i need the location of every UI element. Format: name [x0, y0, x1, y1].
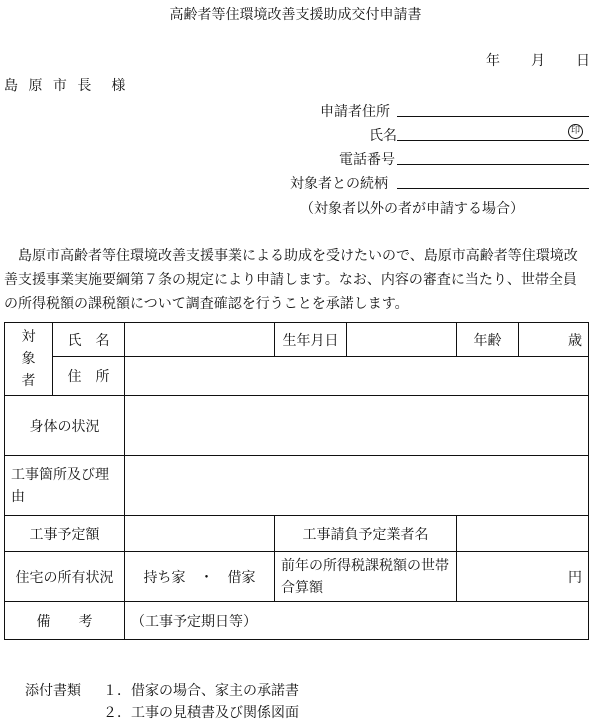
name-label: 氏 名 — [53, 323, 125, 357]
birthdate-field[interactable] — [347, 323, 457, 357]
relation-note: （対象者以外の者が申請する場合） — [300, 201, 524, 217]
tax-label: 前年の所得税課税額の世帯合算額 — [275, 552, 457, 602]
day-label: 日 — [576, 53, 590, 69]
addressee: 島 原 市 長 様 — [4, 78, 129, 94]
month-label: 月 — [531, 53, 545, 69]
year-label: 年 — [486, 53, 500, 69]
applicant-phone-line[interactable] — [397, 164, 589, 165]
ownership-label: 住宅の所有状況 — [5, 552, 125, 602]
contractor-field[interactable] — [457, 516, 589, 552]
relation-line[interactable] — [397, 188, 589, 189]
yen-unit: 円 — [568, 569, 582, 586]
work-place-field[interactable] — [125, 456, 589, 516]
age-unit: 歳 — [568, 332, 582, 349]
tax-field[interactable] — [457, 552, 589, 602]
planned-amount-field[interactable] — [125, 516, 275, 552]
attachments-label: 添付書類 — [25, 683, 81, 699]
planned-amount-label: 工事予定額 — [5, 516, 125, 552]
condition-label: 身体の状況 — [5, 396, 125, 456]
attachment-item-1: １．借家の場合、家主の承諾書 — [103, 683, 299, 699]
condition-field[interactable] — [125, 396, 589, 456]
date-line — [0, 50, 591, 70]
applicant-name-label: 氏名 — [369, 128, 397, 144]
remarks-label: 備 考 — [5, 602, 125, 640]
age-label: 年齢 — [457, 323, 519, 357]
applicant-address-line[interactable] — [397, 116, 589, 117]
name-field[interactable] — [125, 323, 275, 357]
address-label: 住 所 — [53, 357, 125, 396]
applicant-phone-label: 電話番号 — [339, 152, 395, 168]
age-field[interactable] — [519, 323, 589, 357]
form-title: 高齢者等住環境改善支援助成交付申請書 — [169, 7, 422, 23]
subject-label: 対 象 者 — [5, 323, 53, 396]
address-field[interactable] — [125, 357, 589, 396]
body-paragraph: 島原市高齢者等住環境改善支援事業による助成を受けたいので、島原市高齢者等住環境改善支援事業実施要綱第７条の規定により申請します。なお、内容の審査に当たり、世帯全員の所得税額の課税額について調査確認を行うことを承諾します。 — [4, 248, 578, 312]
contractor-label: 工事請負予定業者名 — [275, 516, 457, 552]
seal-icon: 印 — [568, 124, 583, 139]
relation-label: 対象者との続柄 — [290, 176, 388, 192]
attachment-item-2: ２．工事の見積書及び関係図面 — [103, 705, 299, 721]
work-place-label: 工事箇所及び理由 — [5, 456, 125, 516]
ownership-options[interactable]: 持ち家 ・ 借家 — [125, 552, 275, 602]
application-table — [4, 322, 589, 640]
applicant-name-line[interactable] — [397, 140, 589, 141]
remarks-field[interactable]: （工事予定期日等） — [125, 602, 589, 640]
applicant-address-label: 申請者住所 — [320, 104, 390, 120]
birthdate-label: 生年月日 — [275, 323, 347, 357]
